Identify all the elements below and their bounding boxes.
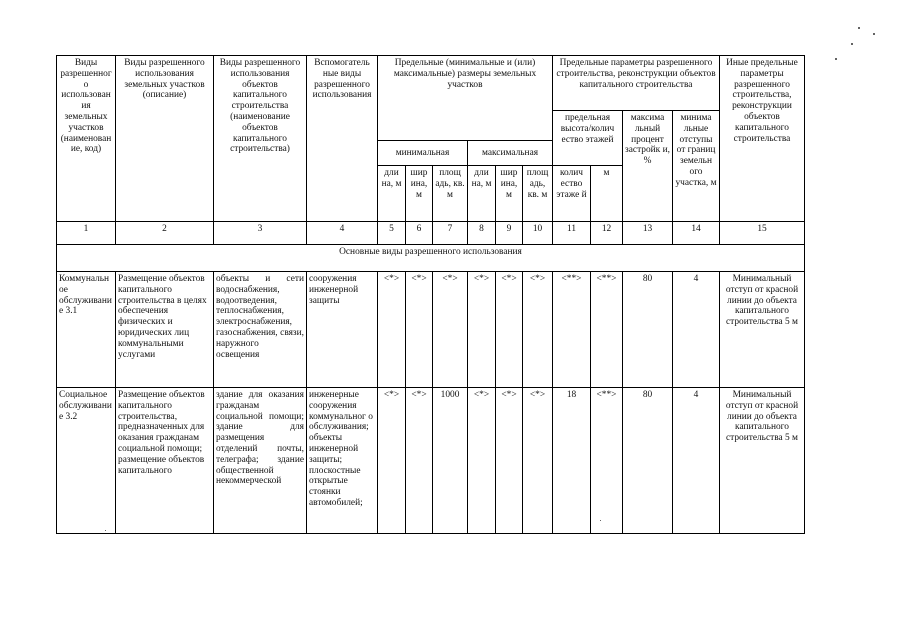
column-number: 5 (378, 222, 406, 245)
header-height-floors: предельная высота/колич ество этажей (553, 111, 623, 166)
land-use-name: Социальное обслуживани е 3.2 (57, 388, 116, 534)
floors-value: <**> (553, 272, 591, 388)
land-use-name: Коммунальн ое обслуживани е 3.1 (57, 272, 116, 388)
floors-value: 18 (553, 388, 591, 534)
height-value: <**> (591, 272, 623, 388)
max-length-value: <*> (468, 272, 496, 388)
header-floors: колич ество этаже й (553, 166, 591, 222)
column-numbers-row (57, 222, 805, 245)
min-area-value: <*> (433, 272, 468, 388)
column-number: 11 (553, 222, 591, 245)
header-min-offsets: минима льные отступы от границ земельн ого участка, м (673, 111, 720, 222)
column-number: 3 (214, 222, 307, 245)
max-area-value: <*> (523, 272, 553, 388)
header-min-length: дли на, м (378, 166, 406, 222)
auxiliary-use: инженерные сооружения коммунальног о обслуживания; объекты инженерной защиты; плоскостные открытые стоянки автомобилей; (307, 388, 378, 534)
header-other-limits: Иные предельные параметры разрешенного строительства, реконструкции объектов капитального строительства (720, 56, 805, 222)
column-number: 14 (673, 222, 720, 245)
scan-speck (835, 58, 837, 60)
land-use-description: Размещение объектов капитального строительства в целях обеспечения физических и юридических лиц коммунальными услугами (116, 272, 214, 388)
min-offset-value: 4 (673, 272, 720, 388)
auxiliary-use: сооружения инженерной защиты (307, 272, 378, 388)
zoning-parameters-table (56, 55, 805, 534)
max-length-value: <*> (468, 388, 496, 534)
other-limits-value: Минимальный отступ от красной линии до объекта капитального строительства 5 м (720, 388, 805, 534)
column-number: 1 (57, 222, 116, 245)
scan-speck (851, 43, 853, 45)
other-limits-value: Минимальный отступ от красной линии до объекта капитального строительства 5 м (720, 272, 805, 388)
building-use: объекты и сети водоснабжения, водоотведения, теплоснабжения, электроснабжения, газоснабжения, связи, наружного освещения (214, 272, 307, 388)
column-number: 8 (468, 222, 496, 245)
max-percent-value: 80 (623, 272, 673, 388)
min-width-value: <*> (406, 388, 433, 534)
header-building-limits: Предельные параметры разрешенного строительства, реконструкции объектов капитального строительства (553, 56, 720, 111)
header-max-length: дли на, м (468, 166, 496, 222)
header-maximum: максимальная (468, 141, 553, 166)
min-offset-value: 4 (673, 388, 720, 534)
header-land-size-limits: Предельные (минимальные и (или) максимальные) размеры земельных участков (378, 56, 553, 141)
building-use: здание для оказания гражданам социальной помощи; здание для размещения отделений почты, телеграфа; здание общественной некоммерческой (214, 388, 307, 534)
min-area-value: 1000 (433, 388, 468, 534)
header-min-area: площ адь, кв. м (433, 166, 468, 222)
max-width-value: <*> (496, 272, 523, 388)
column-number: 4 (307, 222, 378, 245)
column-number: 12 (591, 222, 623, 245)
table-row (57, 272, 805, 388)
header-building-use: Виды разрешенного использования объектов капитального строительства (наименование объектов капитального строительства) (214, 56, 307, 222)
table-row (57, 388, 805, 534)
max-percent-value: 80 (623, 388, 673, 534)
column-number: 2 (116, 222, 214, 245)
min-length-value: <*> (378, 388, 406, 534)
max-width-value: <*> (496, 388, 523, 534)
column-number: 9 (496, 222, 523, 245)
header-max-percent: максима льный процент застройк и, % (623, 111, 673, 222)
column-number: 10 (523, 222, 553, 245)
column-number: 6 (406, 222, 433, 245)
header-land-use-description: Виды разрешенного использования земельных участков (описание) (116, 56, 214, 222)
header-minimum: минимальная (378, 141, 468, 166)
land-use-description: Размещение объектов капитального строительства, предназначенных для оказания гражданам социальной помощи; размещение объектов капитального (116, 388, 214, 534)
header-land-use-name: Виды разрешенног о использован ия земельных участков (наименован ие, код) (57, 56, 116, 222)
max-area-value: <*> (523, 388, 553, 534)
column-number: 13 (623, 222, 673, 245)
scan-speck (858, 27, 860, 29)
column-number: 15 (720, 222, 805, 245)
header-min-width: шир ина, м (406, 166, 433, 222)
header-auxiliary-use: Вспомогатель ные виды разрешенного использования (307, 56, 378, 222)
header-meters: м (591, 166, 623, 222)
scan-speck (873, 33, 875, 35)
header-max-area: площ адь, кв. м (523, 166, 553, 222)
min-width-value: <*> (406, 272, 433, 388)
column-number: 7 (433, 222, 468, 245)
header-max-width: шир ина, м (496, 166, 523, 222)
section-title: Основные виды разрешенного использования (57, 245, 805, 272)
min-length-value: <*> (378, 272, 406, 388)
height-value: <**> (591, 388, 623, 534)
